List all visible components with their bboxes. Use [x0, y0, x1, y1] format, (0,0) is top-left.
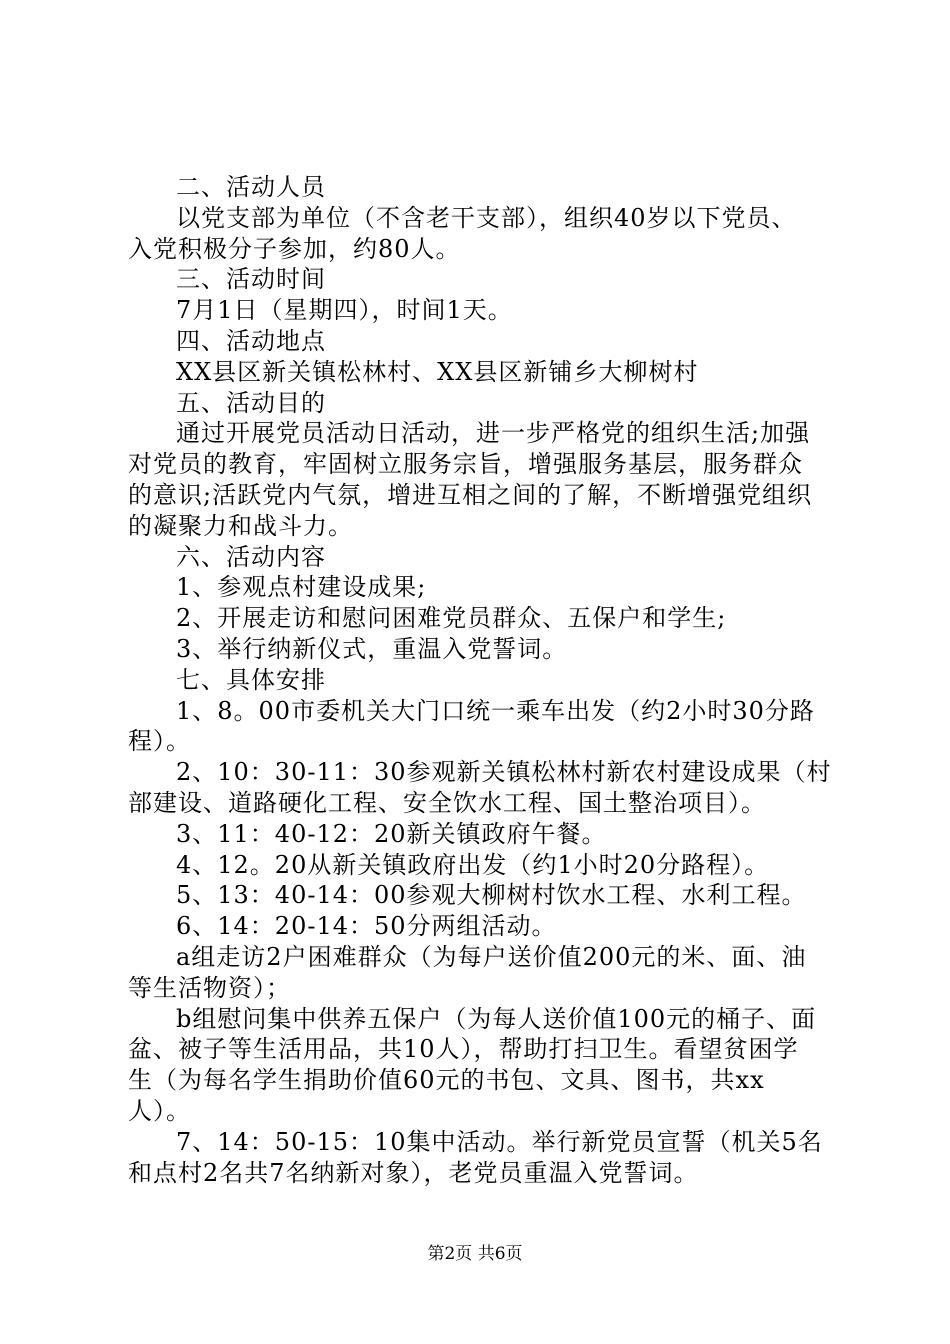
paragraph-line: 生（为每名学生捐助价值60元的书包、文具、图书，共xx — [128, 1066, 765, 1095]
list-item: 7、14：50-15：10集中活动。举行新党员宣誓（机关5名 — [176, 1127, 823, 1156]
paragraph-line: 7月1日（星期四），时间1天。 — [176, 296, 513, 325]
document-body — [128, 172, 834, 1188]
list-item: a组走访2户困难群众（为每户送价值200元的米、面、油 — [176, 942, 807, 971]
paragraph-line: 盆、被子等生活用品，共10人），帮助打扫卫生。看望贫困学 — [128, 1035, 799, 1064]
section-heading-participants: 二、活动人员 — [176, 173, 326, 201]
paragraph-line: XX县区新关镇松林村、XX县区新铺乡大柳树村 — [176, 357, 699, 386]
list-item: 6、14：20-14：50分两组活动。 — [176, 912, 557, 941]
list-item: 2、10：30-11：30参观新关镇松林村新农村建设成果（村 — [176, 758, 832, 787]
page-number-footer: 第2页 共6页 — [427, 1244, 523, 1264]
list-item: b组慰问集中供养五保户（为每人送价值100元的桶子、面 — [176, 1004, 817, 1033]
section-heading-time: 三、活动时间 — [176, 265, 326, 294]
list-item: 3、举行纳新仪式，重温入党誓词。 — [176, 634, 568, 663]
list-item: 5、13：40-14：00参观大柳树村饮水工程、水利工程。 — [176, 881, 807, 910]
paragraph-line: 入党积极分子参加，约80人。 — [128, 234, 461, 263]
section-heading-content: 六、活动内容 — [176, 542, 326, 571]
paragraph-line: 通过开展党员活动日活动，进一步严格党的组织生活;加强 — [176, 419, 811, 448]
paragraph-line: 等生活物资）； — [128, 973, 291, 1002]
section-heading-schedule: 七、具体安排 — [176, 665, 326, 694]
list-item: 3、11：40-12：20新关镇政府午餐。 — [176, 819, 607, 848]
section-heading-location: 四、活动地点 — [176, 326, 326, 355]
paragraph-line: 和点村2名共7名纳新对象），老党员重温入党誓词。 — [128, 1158, 699, 1187]
list-item: 4、12。20从新关镇政府出发（约1小时20分路程）。 — [176, 850, 770, 879]
section-heading-purpose: 五、活动目的 — [176, 388, 326, 417]
paragraph-line: 人）。 — [128, 1096, 191, 1125]
paragraph-line: 部建设、道路硬化工程、安全饮水工程、国土整治项目）。 — [128, 788, 766, 817]
paragraph-line: 对党员的教育，牢固树立服务宗旨，增强服务基层，服务群众 — [128, 450, 803, 479]
list-item: 1、8。00市委机关大门口统一乘车出发（约2小时30分路 — [176, 696, 815, 725]
list-item: 2、开展走访和慰问困难党员群众、五保户和学生; — [176, 604, 727, 633]
paragraph-line: 程）。 — [128, 727, 191, 756]
paragraph-line: 的凝聚力和战斗力。 — [128, 511, 353, 540]
paragraph-line: 以党支部为单位（不含老干支部），组织40岁以下党员、 — [176, 203, 797, 232]
paragraph-line: 的意识;活跃党内气氛，增进互相之间的了解，不断增强党组织 — [128, 480, 813, 509]
list-item: 1、参观点村建设成果; — [176, 573, 427, 602]
